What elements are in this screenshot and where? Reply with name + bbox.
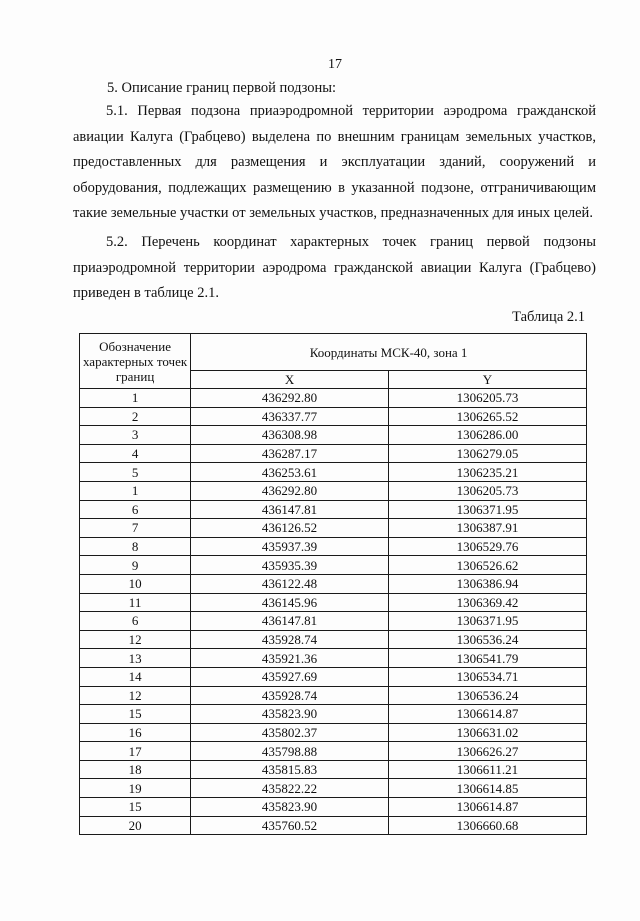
header-y: Y <box>388 371 586 389</box>
cell-y: 1306534.71 <box>388 667 586 686</box>
cell-point: 12 <box>80 630 191 649</box>
coordinates-table <box>79 333 587 835</box>
cell-y: 1306371.95 <box>388 500 586 519</box>
cell-y: 1306265.52 <box>388 407 586 426</box>
table-row <box>80 686 587 705</box>
cell-y: 1306526.62 <box>388 556 586 575</box>
table-row <box>80 537 587 556</box>
cell-y: 1306529.76 <box>388 537 586 556</box>
cell-x: 435921.36 <box>191 649 389 668</box>
table-caption: Таблица 2.1 <box>512 309 585 325</box>
cell-x: 436147.81 <box>191 500 389 519</box>
cell-x: 435822.22 <box>191 779 389 798</box>
cell-point: 17 <box>80 742 191 761</box>
table-row <box>80 760 587 779</box>
cell-x: 436147.81 <box>191 612 389 631</box>
cell-x: 436253.61 <box>191 463 389 482</box>
header-point-designation: Обозначение характерных точек границ <box>80 334 191 389</box>
cell-y: 1306235.21 <box>388 463 586 482</box>
cell-x: 435802.37 <box>191 723 389 742</box>
table-row <box>80 630 587 649</box>
header-coordinates: Координаты МСК-40, зона 1 <box>191 334 587 371</box>
cell-x: 435928.74 <box>191 630 389 649</box>
cell-point: 13 <box>80 649 191 668</box>
cell-y: 1306541.79 <box>388 649 586 668</box>
cell-point: 14 <box>80 667 191 686</box>
cell-y: 1306660.68 <box>388 816 586 835</box>
cell-point: 6 <box>80 500 191 519</box>
cell-y: 1306387.91 <box>388 519 586 538</box>
cell-point: 2 <box>80 407 191 426</box>
cell-y: 1306286.00 <box>388 426 586 445</box>
cell-x: 436145.96 <box>191 593 389 612</box>
cell-x: 436122.48 <box>191 574 389 593</box>
cell-x: 436308.98 <box>191 426 389 445</box>
cell-y: 1306614.85 <box>388 779 586 798</box>
table-row <box>80 407 587 426</box>
cell-point: 3 <box>80 426 191 445</box>
table-row <box>80 593 587 612</box>
table-row <box>80 444 587 463</box>
table-row <box>80 574 587 593</box>
cell-x: 436337.77 <box>191 407 389 426</box>
table-row <box>80 389 587 408</box>
cell-point: 12 <box>80 686 191 705</box>
table-row <box>80 426 587 445</box>
table-row <box>80 798 587 817</box>
cell-point: 9 <box>80 556 191 575</box>
cell-x: 435823.90 <box>191 798 389 817</box>
cell-point: 20 <box>80 816 191 835</box>
cell-y: 1306371.95 <box>388 612 586 631</box>
cell-point: 1 <box>80 481 191 500</box>
cell-y: 1306205.73 <box>388 481 586 500</box>
table-row <box>80 463 587 482</box>
cell-x: 436292.80 <box>191 389 389 408</box>
header-x: X <box>191 371 389 389</box>
cell-x: 436126.52 <box>191 519 389 538</box>
cell-x: 435927.69 <box>191 667 389 686</box>
table-row <box>80 556 587 575</box>
cell-x: 435760.52 <box>191 816 389 835</box>
table-body <box>80 389 587 835</box>
cell-point: 5 <box>80 463 191 482</box>
table-row <box>80 612 587 631</box>
cell-y: 1306536.24 <box>388 686 586 705</box>
paragraph-5-2 <box>73 230 596 307</box>
section-heading: 5. Описание границ первой подзоны: <box>107 80 337 96</box>
table-row <box>80 481 587 500</box>
cell-point: 15 <box>80 705 191 724</box>
cell-x: 436292.80 <box>191 481 389 500</box>
table-row <box>80 519 587 538</box>
table-row <box>80 500 587 519</box>
cell-y: 1306205.73 <box>388 389 586 408</box>
paragraph-5-1 <box>73 99 596 227</box>
cell-y: 1306614.87 <box>388 798 586 817</box>
table-header-row <box>80 334 587 371</box>
paragraph-5-2-text: 5.2. Перечень координат характерных точек границ первой подзоны приаэродромной территории аэродрома гражданской авиации Калуга (Грабцево) приведен в таблице 2.1. <box>73 234 596 301</box>
cell-point: 4 <box>80 444 191 463</box>
cell-point: 8 <box>80 537 191 556</box>
table-row <box>80 723 587 742</box>
paragraph-5-1-text: 5.1. Первая подзона приаэродромной территории аэродрома гражданской авиации Калуга (Грабцево) выделена по внешним границам земельных участков, предоставленных для размещения и эксплуатации зданий, сооружений и оборудования, подлежащих размещению в указанной подзоне, отграничивающим такие земельные участки от земельных участков, предназначенных для иных целей. <box>73 103 596 221</box>
cell-y: 1306614.87 <box>388 705 586 724</box>
cell-x: 435928.74 <box>191 686 389 705</box>
cell-point: 1 <box>80 389 191 408</box>
table-row <box>80 705 587 724</box>
cell-y: 1306536.24 <box>388 630 586 649</box>
cell-y: 1306631.02 <box>388 723 586 742</box>
cell-point: 15 <box>80 798 191 817</box>
cell-point: 7 <box>80 519 191 538</box>
cell-x: 435935.39 <box>191 556 389 575</box>
cell-x: 435823.90 <box>191 705 389 724</box>
cell-y: 1306386.94 <box>388 574 586 593</box>
table-row <box>80 816 587 835</box>
cell-x: 435815.83 <box>191 760 389 779</box>
cell-x: 435798.88 <box>191 742 389 761</box>
table-row <box>80 667 587 686</box>
cell-y: 1306611.21 <box>388 760 586 779</box>
cell-point: 19 <box>80 779 191 798</box>
page-number: 17 <box>328 57 342 72</box>
cell-point: 6 <box>80 612 191 631</box>
cell-y: 1306626.27 <box>388 742 586 761</box>
cell-point: 10 <box>80 574 191 593</box>
table-row <box>80 779 587 798</box>
cell-y: 1306279.05 <box>388 444 586 463</box>
table-row <box>80 742 587 761</box>
cell-point: 18 <box>80 760 191 779</box>
cell-x: 435937.39 <box>191 537 389 556</box>
cell-point: 11 <box>80 593 191 612</box>
cell-point: 16 <box>80 723 191 742</box>
cell-y: 1306369.42 <box>388 593 586 612</box>
table-row <box>80 649 587 668</box>
cell-x: 436287.17 <box>191 444 389 463</box>
